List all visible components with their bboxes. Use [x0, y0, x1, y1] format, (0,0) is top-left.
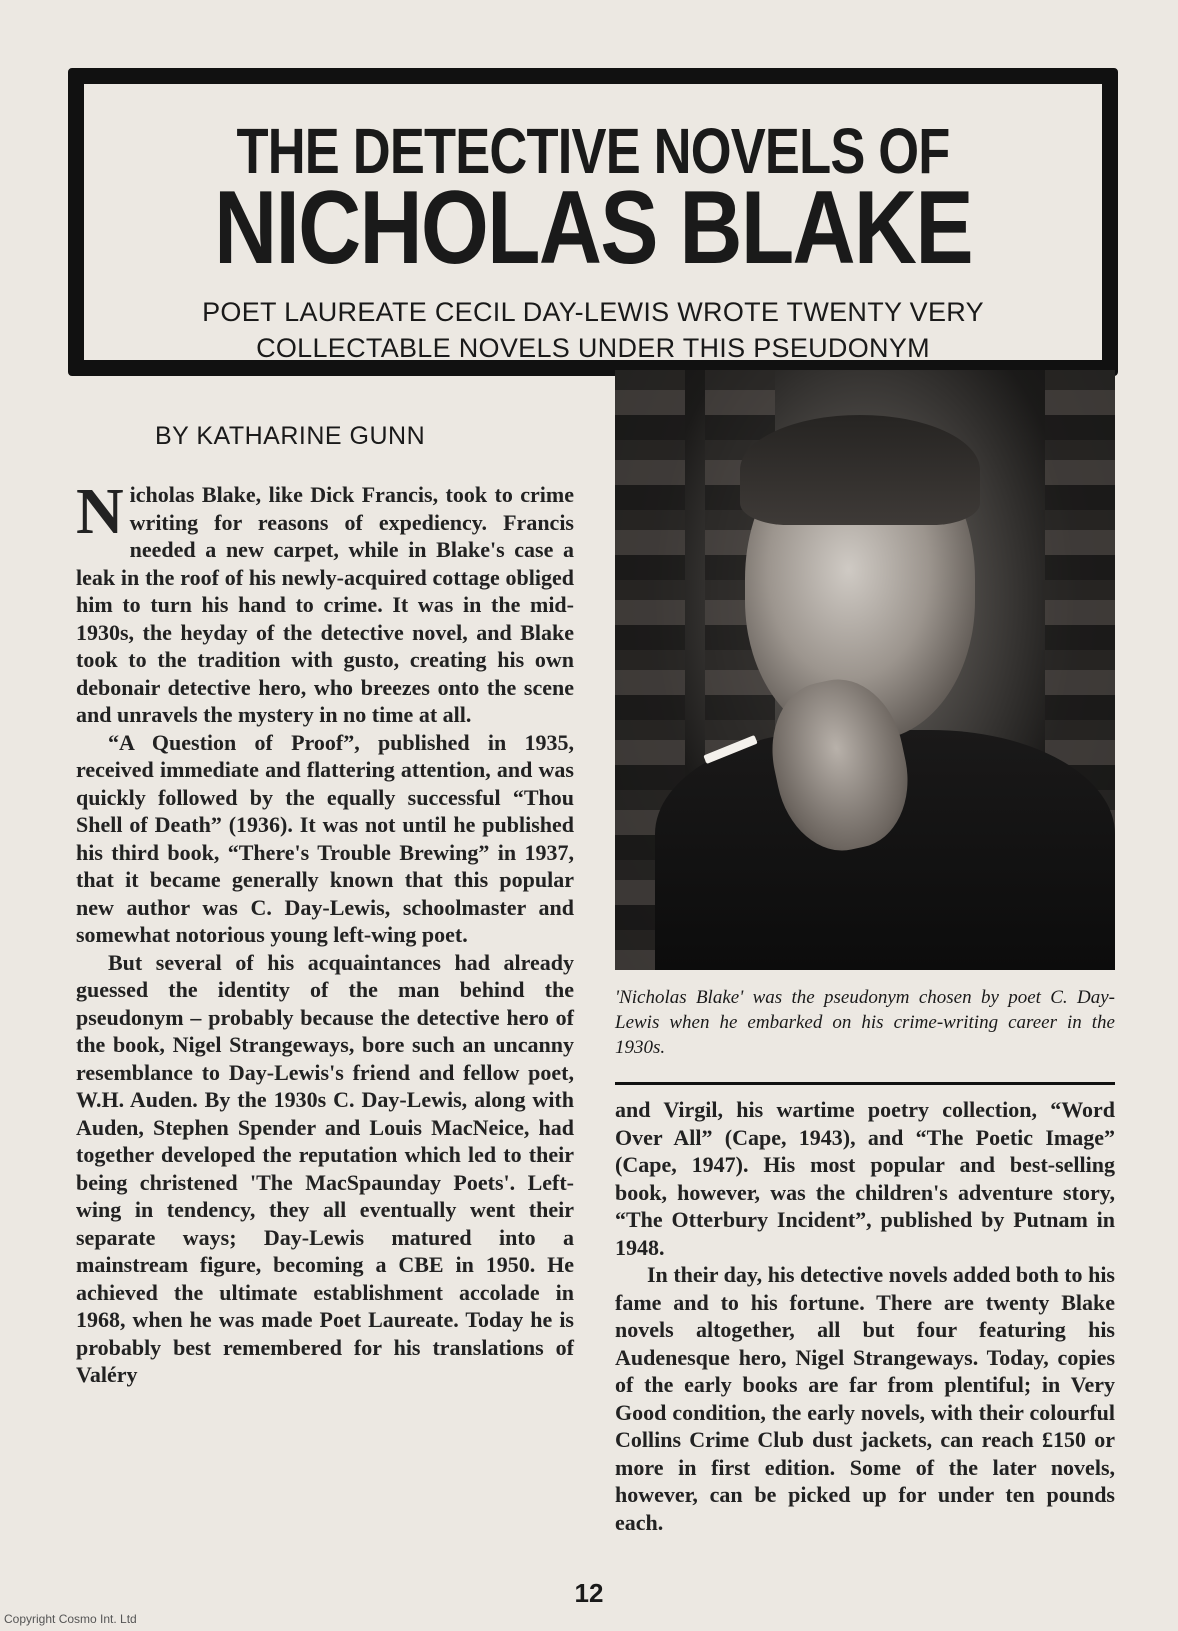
title-box	[68, 68, 1118, 376]
caption-divider	[615, 1082, 1115, 1085]
headline-title: NICHOLAS BLAKE	[214, 170, 972, 286]
paragraph-2: “A Question of Proof”, published in 1935, received immediate and flattering attention, and was quickly followed by the equally successful “Thou Shell of Death” (1936). It was not until he published his third book, “There's Trouble Brewing” in 1937, that it became generally known that this popular new author was C. Day-Lewis, schoolmaster and somewhat notorious young left-wing poet.	[76, 729, 574, 947]
paragraph-5: In their day, his detective novels added both to his fame and to his fortune. There are twenty Blake novels altogether, all but four featuring his Audenesque hero, Nigel Strangeways. Today, copies of the early books are far from plentiful; in Very Good condition, the early novels, with their colourful Collins Crime Club dust jackets, can reach £150 or more in first edition. Some of the later novels, however, can be picked up for under ten pounds each.	[615, 1262, 1115, 1535]
paragraph-1-text: icholas Blake, like Dick Francis, took to crime writing for reasons of expediency. Francis needed a new carpet, while in Blake's case a leak in the roof of his newly-acquired cottage obliged him to turn his hand to crime. It was in the mid-1930s, the heyday of the detective novel, and Blake took to the tradition with gusto, creating his own debonair detective hero, who breezes onto the scene and unravels the mystery in no time at all.	[76, 482, 574, 727]
article-column-right	[615, 1096, 1115, 1536]
byline: BY KATHARINE GUNN	[155, 422, 426, 450]
photo-caption: 'Nicholas Blake' was the pseudonym chosen by poet C. Day-Lewis when he embarked on his crime-writing career in the 1930s.	[615, 987, 1115, 1058]
subheadline	[84, 294, 1102, 366]
hair-shape	[740, 415, 980, 525]
article-column-left	[76, 475, 574, 1389]
paragraph-4: and Virgil, his wartime poetry collection, “Word Over All” (Cape, 1943), and “The Poetic Image” (Cape, 1947). His most popular and best-selling book, however, was the children's adventure story, “The Otterbury Incident”, published by Putnam in 1948.	[615, 1097, 1115, 1260]
author-photo	[615, 370, 1115, 970]
drop-cap: N	[76, 475, 124, 548]
paragraph-1	[76, 475, 574, 729]
page-number: 12	[574, 1578, 604, 1608]
subhead-line-2: COLLECTABLE NOVELS UNDER THIS PSEUDONYM	[256, 333, 930, 363]
copyright-notice: Copyright Cosmo Int. Ltd	[4, 1612, 137, 1626]
headline-kicker: THE DETECTIVE NOVELS OF	[236, 115, 950, 187]
paragraph-3: But several of his acquaintances had already guessed the identity of the man behind the pseudonym – probably because the detective hero of the book, Nigel Strangeways, bore such an uncanny resemblance to Day-Lewis's friend and fellow poet, W.H. Auden. By the 1930s C. Day-Lewis, along with Auden, Stephen Spender and Louis MacNeice, had together developed the reputation which led to their being christened 'The MacSpaunday Poets'. Left-wing in tendency, they all eventually went their separate ways; Day-Lewis matured into a mainstream figure, becoming a CBE in 1950. He achieved the ultimate establishment accolade in 1968, when he was made Poet Laureate. Today he is probably best remembered for his translations of Valéry	[76, 949, 574, 1387]
subhead-line-1: POET LAUREATE CECIL DAY-LEWIS WROTE TWENTY VERY	[202, 297, 984, 327]
